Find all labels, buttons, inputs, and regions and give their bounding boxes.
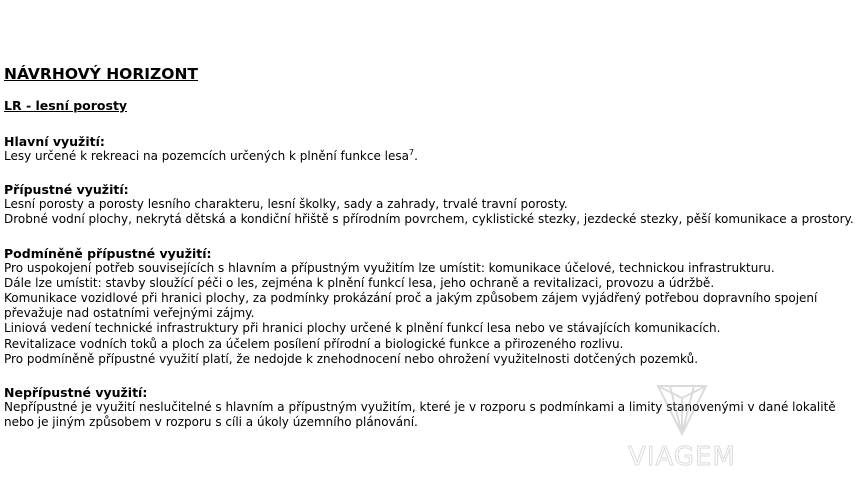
section-title: Hlavní využití: (4, 134, 105, 149)
text-line: Dále lze umístit: stavby sloužící péči o les, zejména k plnění funkcí lesa, jeho ochraně a revitalizaci, provozu a údržbě. (4, 275, 715, 290)
section-conditional-use (4, 246, 864, 367)
text-line: Nepřípustné je využití neslučitelné s hlavním a přípustným využitím, které je v rozporu s podmínkami a limity stanovenými v dané lokalitě (4, 400, 836, 415)
page-title: NÁVRHOVÝ HORIZONT (4, 65, 199, 83)
section-heading: LR - lesní porosty (4, 98, 128, 113)
diamond-logo-icon (654, 378, 710, 438)
text-line: Liniová vedení technické infrastruktury při hranici plochy určené k plnění funkcí lesa nebo ve stávajících komunikacích. (4, 321, 721, 336)
text-line: Drobné vodní plochy, nekrytá dětská a kondiční hřiště s přírodním povrchem, cyklistické stezky, jezdecké stezky, pěší komunikace a prostory. (4, 212, 854, 227)
section-main-use (4, 134, 864, 164)
watermark (618, 372, 746, 474)
text-line: Komunikace vozidlové při hranici plochy, za podmínky prokázání proč a jakým způsobem zájem vyjádřený potřebou dopravního spojení (4, 291, 818, 306)
section-title: Podmíněně přípustné využití: (4, 245, 212, 261)
text-line: Revitalizace vodních toků a ploch za účelem posílení přírodní a biologické funkce a přirozeného rozlivu. (4, 336, 624, 351)
section-title: Přípustné využití: (4, 182, 129, 198)
text-line: převažuje nad ostatními veřejnými zájmy. (4, 306, 255, 321)
section-permitted-use (4, 182, 864, 227)
watermark-text: VIAGEM (628, 442, 736, 472)
text-line: Pro uspokojení potřeb souvisejících s hlavním a přípustným využitím lze umístit: komunikace účelové, technickou infrastrukturu. (4, 260, 775, 275)
footnote-marker: 7 (409, 148, 415, 157)
text-line: Lesní porosty a porosty lesního charakteru, lesní školky, sady a zahrady, trvalé travní porosty. (4, 197, 568, 212)
text-line: nebo je jiným způsobem v rozporu s cíli a úkoly územního plánování. (4, 415, 418, 430)
section-title: Nepřípustné využití: (4, 385, 148, 401)
text-line: Lesy určené k rekreaci na pozemcích určených k plnění funkce lesa$^7$. (4, 148, 418, 163)
text-line: Pro podmíněně přípustné využití platí, že nedojde k znehodnocení nebo ohrožení využitelnosti dotčených pozemků. (4, 351, 699, 366)
